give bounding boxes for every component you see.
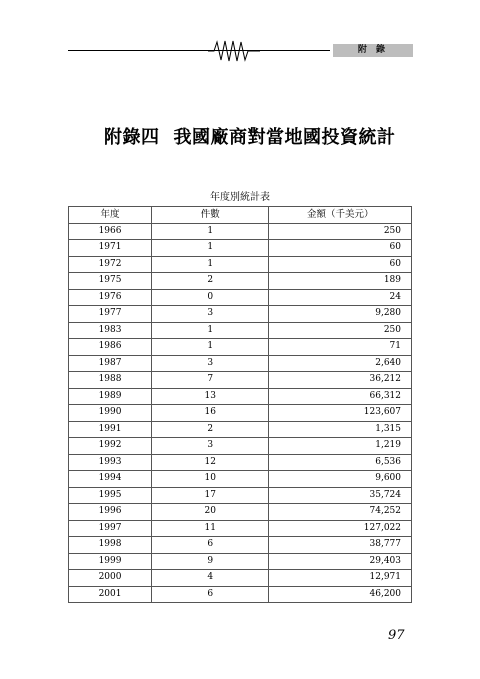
count-cell: 1 (152, 256, 269, 273)
appendix-title: 我國廠商對當地國投資統計 (173, 127, 396, 148)
table-row (69, 586, 412, 603)
amount-cell: 1,219 (269, 438, 412, 455)
count-cell: 1 (152, 322, 269, 339)
investment-table (68, 206, 412, 603)
column-header-count: 件數 (152, 207, 269, 224)
table-row (69, 306, 412, 323)
year-cell: 1991 (69, 421, 152, 438)
year-cell: 1994 (69, 471, 152, 488)
amount-cell: 6,536 (269, 454, 412, 471)
count-cell: 6 (152, 586, 269, 603)
amount-cell: 24 (269, 289, 412, 306)
table-row (69, 471, 412, 488)
amount-cell: 36,212 (269, 372, 412, 389)
table-row (69, 240, 412, 257)
amount-cell: 60 (269, 256, 412, 273)
amount-cell: 250 (269, 322, 412, 339)
table-row (69, 553, 412, 570)
amount-cell: 189 (269, 273, 412, 290)
count-cell: 3 (152, 438, 269, 455)
year-cell: 1996 (69, 504, 152, 521)
amount-cell: 2,640 (269, 355, 412, 372)
year-cell: 1990 (69, 405, 152, 422)
year-cell: 1986 (69, 339, 152, 356)
year-cell: 1976 (69, 289, 152, 306)
amount-cell: 74,252 (269, 504, 412, 521)
count-cell: 1 (152, 339, 269, 356)
table-row (69, 256, 412, 273)
table-row (69, 322, 412, 339)
table-row (69, 520, 412, 537)
header-rule (68, 50, 330, 51)
amount-cell: 9,280 (269, 306, 412, 323)
year-cell: 1998 (69, 537, 152, 554)
year-cell: 2000 (69, 570, 152, 587)
count-cell: 9 (152, 553, 269, 570)
year-cell: 1972 (69, 256, 152, 273)
appendix-number: 附錄四 (104, 127, 160, 148)
year-cell: 1971 (69, 240, 152, 257)
count-cell: 10 (152, 471, 269, 488)
amount-cell: 250 (269, 223, 412, 240)
year-cell: 1995 (69, 487, 152, 504)
count-cell: 1 (152, 240, 269, 257)
count-cell: 11 (152, 520, 269, 537)
count-cell: 7 (152, 372, 269, 389)
table-row (69, 372, 412, 389)
page-number: 97 (388, 628, 405, 643)
year-cell: 1983 (69, 322, 152, 339)
count-cell: 16 (152, 405, 269, 422)
amount-cell: 38,777 (269, 537, 412, 554)
table-row (69, 355, 412, 372)
count-cell: 17 (152, 487, 269, 504)
table-row (69, 273, 412, 290)
year-cell: 1993 (69, 454, 152, 471)
year-cell: 1999 (69, 553, 152, 570)
count-cell: 0 (152, 289, 269, 306)
table-row (69, 421, 412, 438)
year-cell: 1966 (69, 223, 152, 240)
amount-cell: 29,403 (269, 553, 412, 570)
amount-cell: 71 (269, 339, 412, 356)
table-row (69, 339, 412, 356)
table-row (69, 537, 412, 554)
column-header-amount: 金額（千美元） (269, 207, 412, 224)
table-row (69, 454, 412, 471)
count-cell: 13 (152, 388, 269, 405)
table-row (69, 388, 412, 405)
count-cell: 6 (152, 537, 269, 554)
year-cell: 1975 (69, 273, 152, 290)
count-cell: 12 (152, 454, 269, 471)
year-cell: 1989 (69, 388, 152, 405)
header-wave-icon (208, 38, 260, 64)
count-cell: 2 (152, 421, 269, 438)
count-cell: 20 (152, 504, 269, 521)
year-cell: 1987 (69, 355, 152, 372)
count-cell: 1 (152, 223, 269, 240)
table-row (69, 438, 412, 455)
table-row (69, 405, 412, 422)
year-cell: 1977 (69, 306, 152, 323)
table-row (69, 223, 412, 240)
page-title (104, 123, 396, 149)
amount-cell: 9,600 (269, 471, 412, 488)
amount-cell: 35,724 (269, 487, 412, 504)
year-cell: 1997 (69, 520, 152, 537)
count-cell: 3 (152, 306, 269, 323)
table-body (69, 223, 412, 603)
amount-cell: 123,607 (269, 405, 412, 422)
section-label: 附 錄 (333, 44, 413, 57)
table-caption: 年度別統計表 (210, 192, 270, 203)
table-row (69, 504, 412, 521)
amount-cell: 127,022 (269, 520, 412, 537)
count-cell: 2 (152, 273, 269, 290)
amount-cell: 46,200 (269, 586, 412, 603)
year-cell: 2001 (69, 586, 152, 603)
table-header-row (69, 207, 412, 224)
year-cell: 1988 (69, 372, 152, 389)
count-cell: 4 (152, 570, 269, 587)
amount-cell: 60 (269, 240, 412, 257)
column-header-year: 年度 (69, 207, 152, 224)
table-row (69, 570, 412, 587)
table-row (69, 487, 412, 504)
amount-cell: 12,971 (269, 570, 412, 587)
table-row (69, 289, 412, 306)
amount-cell: 1,315 (269, 421, 412, 438)
count-cell: 3 (152, 355, 269, 372)
year-cell: 1992 (69, 438, 152, 455)
amount-cell: 66,312 (269, 388, 412, 405)
